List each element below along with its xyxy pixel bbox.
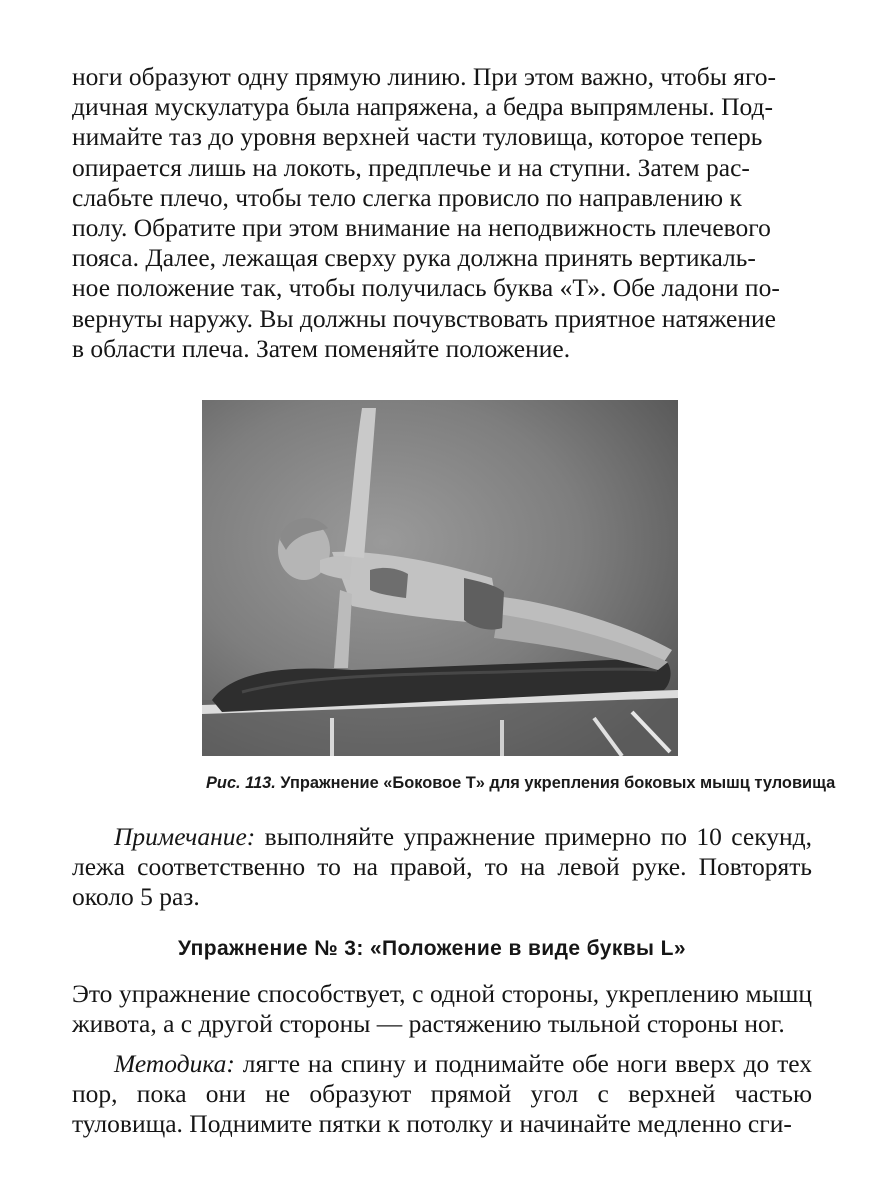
figure-caption xyxy=(206,772,836,794)
method-text: лягте на спину и поднимайте обе ноги вверх до тех пор, пока они не образуют прямой угол с верхней частью туловища. Поднимите пятки к потолку и начинайте медленно сги- xyxy=(72,1049,812,1139)
top-paragraph xyxy=(72,62,812,364)
text-line: слабьте плечо, чтобы тело слегка провисло по направлению к xyxy=(72,182,742,212)
method-paragraph xyxy=(72,1049,812,1140)
method-label: Методика: xyxy=(114,1049,235,1079)
exercise-heading: Упражнение № 3: «Положение в виде буквы L» xyxy=(178,936,686,960)
text-line: ноги образуют одну прямую линию. При этом важно, чтобы яго- xyxy=(72,62,777,91)
book-page xyxy=(72,62,836,1140)
text-line: ное положение так, чтобы получилась буква «Т». Обе ладони по- xyxy=(72,273,780,303)
figure xyxy=(72,400,836,794)
text-line: пояса. Далее, лежащая сверху рука должна принять вертикаль- xyxy=(72,243,756,273)
note-paragraph xyxy=(72,822,812,913)
exercise-photo xyxy=(202,400,678,756)
note-text: выполняйте упражнение примерно по 10 секунд, лежа соответственно то на правой, то на левой руке. Повторять около 5 раз. xyxy=(72,822,812,912)
text-line: полу. Обратите при этом внимание на неподвижность плечевого xyxy=(72,213,771,243)
text-line: опирается лишь на локоть, предплечье и на ступни. Затем рас- xyxy=(72,152,750,182)
figure-caption-text: Упражнение «Боковое Т» для укрепления боковых мышц туловища xyxy=(275,774,836,793)
text-line: в области плеча. Затем поменяйте положение. xyxy=(72,333,571,363)
figure-label: Рис. 113. xyxy=(206,774,276,793)
text-line: нимайте таз до уровня верхней части туловища, которое теперь xyxy=(72,122,763,152)
text-line: вернуты наружу. Вы должны почувствовать приятное натяжение xyxy=(72,303,776,333)
text-line: дичная мускулатура была напряжена, а бедра выпрямлены. Под- xyxy=(72,92,773,122)
exercise-intro: Это упражнение способствует, с одной стороны, укреплению мышц живота, а с другой стороны — растяжению тыльной стороны ног. xyxy=(72,978,812,1038)
note-label: Примечание: xyxy=(114,822,256,852)
